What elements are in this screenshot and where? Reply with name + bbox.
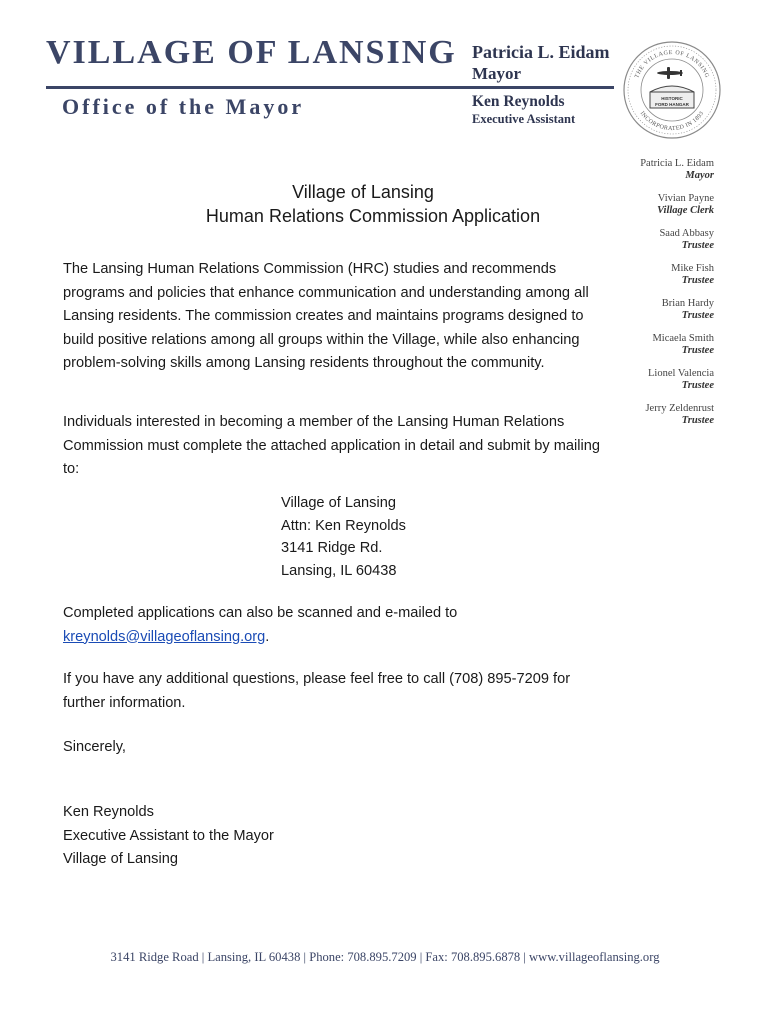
official-name: Jerry Zeldenrust <box>645 403 714 414</box>
email-link[interactable]: kreynolds@villageoflansing.org <box>63 628 266 645</box>
email-paragraph <box>63 602 611 649</box>
official-name: Patricia L. Eidam <box>640 158 714 169</box>
letterhead-subtitle: Office of the Mayor <box>62 94 305 119</box>
official-entry <box>600 403 714 427</box>
official-entry <box>600 368 714 392</box>
mayor-title: Mayor <box>472 64 522 83</box>
document-title-line1: Village of Lansing <box>292 182 434 202</box>
seal-label-1: HISTORIC <box>661 96 683 101</box>
mayor-name: Patricia L. Eidam <box>472 42 610 62</box>
mailing-address <box>281 492 406 582</box>
official-entry <box>600 228 714 252</box>
email-paragraph-text: Completed applications can also be scanned and e-mailed to <box>63 605 458 621</box>
signature-name: Ken Reynolds <box>63 804 154 820</box>
footer-contact: 3141 Ridge Road | Lansing, IL 60438 | Phone: 708.895.7209 | Fax: 708.895.6878 | www.villageoflansing.org <box>110 950 660 964</box>
letterhead-title: VILLAGE OF LANSING <box>46 34 457 71</box>
official-role: Trustee <box>681 415 714 426</box>
address-line: Attn: Ken Reynolds <box>281 517 406 534</box>
official-role: Trustee <box>681 380 714 391</box>
official-name: Vivian Payne <box>657 193 714 204</box>
official-name: Lionel Valencia <box>648 368 714 379</box>
signature-title: Executive Assistant to the Mayor <box>63 827 274 844</box>
address-line: Lansing, IL 60438 <box>281 562 397 579</box>
instructions-paragraph: Individuals interested in becoming a member of the Lansing Human Relations Commission must complete the attached application in detail and submit by mailing to: <box>63 414 600 477</box>
document-title <box>60 180 710 228</box>
seal-text-top: THE VILLAGE OF LANSING <box>634 49 710 80</box>
contact-paragraph: If you have any additional questions, please feel free to call (708) 895-7209 for further information. <box>63 671 571 711</box>
seal-text-bottom: INCORPORATED IN 1893 <box>638 110 706 133</box>
official-entry <box>600 298 714 322</box>
official-entry <box>600 333 714 357</box>
intro-paragraph: The Lansing Human Relations Commission (HRC) studies and recommends programs and policies that enhance communication and understanding among all Lansing residents. The commission creates and maintains programs designed to build positive relations among all groups within the Village, while also enhancing problem-solving skills among Lansing residents throughout the community. <box>63 261 589 371</box>
email-paragraph-end: . <box>265 628 270 645</box>
official-name: Brian Hardy <box>661 298 714 309</box>
official-role: Trustee <box>681 310 714 321</box>
address-line: Village of Lansing <box>281 495 396 511</box>
assistant-title: Executive Assistant <box>472 112 576 126</box>
official-name: Micaela Smith <box>652 333 714 344</box>
official-entry <box>600 158 714 182</box>
signature-block <box>63 801 611 872</box>
official-role: Trustee <box>681 345 714 356</box>
village-seal-icon <box>622 40 722 140</box>
official-role: Village Clerk <box>657 205 714 216</box>
official-name: Mike Fish <box>671 263 714 274</box>
letterhead-divider <box>46 86 614 89</box>
assistant-name: Ken Reynolds <box>472 93 565 110</box>
official-role: Trustee <box>681 240 714 251</box>
signature-org: Village of Lansing <box>63 851 178 867</box>
official-role: Mayor <box>685 170 714 181</box>
official-role: Trustee <box>681 275 714 286</box>
official-entry <box>600 263 714 287</box>
official-name: Saad Abbasy <box>659 228 714 239</box>
seal-label-2: FORD HANGAR <box>655 102 689 107</box>
address-line: 3141 Ridge Rd. <box>281 540 383 556</box>
document-title-line2: Human Relations Commission Application <box>205 206 541 226</box>
closing: Sincerely, <box>63 739 126 755</box>
